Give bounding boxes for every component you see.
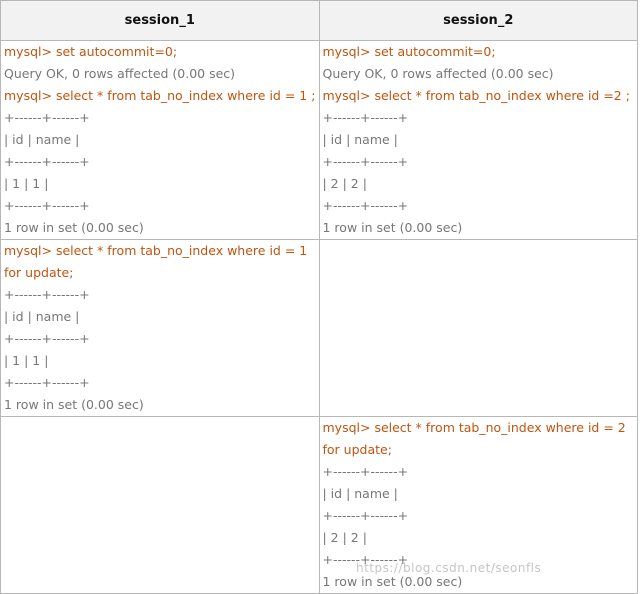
- sql-output-line: +------+------+: [4, 110, 90, 125]
- sql-command-line: mysql> set autocommit=0;: [322, 44, 496, 59]
- sql-output-line: | 2 | 2 |: [322, 530, 367, 545]
- sql-output-line: | id | name |: [4, 132, 80, 147]
- sql-output-line: 1 row in set (0.00 sec): [322, 574, 463, 589]
- sql-output-line: +------+------+: [322, 508, 409, 523]
- header-row: [1, 1, 638, 41]
- sql-output-line: +------+------+: [4, 287, 90, 302]
- sql-output-line: +------+------+: [4, 331, 90, 346]
- sql-output-line: Query OK, 0 rows affected (0.00 sec): [4, 66, 236, 81]
- sql-output-line: +------+------+: [4, 375, 90, 390]
- table-row: [1, 41, 638, 240]
- sql-output-line: +------+------+: [322, 464, 409, 479]
- session-2-cell: [319, 240, 638, 417]
- sql-output-line: +------+------+: [4, 154, 90, 169]
- sql-output-line: | 1 | 1 |: [4, 353, 49, 368]
- sql-output-line: 1 row in set (0.00 sec): [322, 220, 463, 235]
- sql-command-line: for update;: [4, 265, 74, 280]
- session-2-header: session_2: [319, 1, 638, 41]
- session-1-cell: [1, 41, 320, 240]
- sql-output-line: 1 row in set (0.00 sec): [4, 220, 144, 235]
- sql-output-line: | id | name |: [4, 309, 80, 324]
- sql-output-line: Query OK, 0 rows affected (0.00 sec): [322, 66, 554, 81]
- watermark: https://blog.csdn.net/seonfls: [356, 561, 542, 575]
- sql-output-line: +------+------+: [322, 198, 409, 213]
- sql-output-line: | id | name |: [322, 132, 398, 147]
- session-1-cell: [1, 240, 320, 417]
- sql-command-line: mysql> set autocommit=0;: [4, 44, 178, 59]
- sql-output-line: +------+------+: [322, 154, 409, 169]
- sql-output-line: 1 row in set (0.00 sec): [4, 397, 144, 412]
- sql-command-line: mysql> select * from tab_no_index where id = 1: [4, 243, 308, 258]
- sql-command-line: for update;: [322, 442, 392, 457]
- sql-command-line: mysql> select * from tab_no_index where id =2 ;: [322, 88, 630, 103]
- table-row: [1, 240, 638, 417]
- session-1-cell: [1, 417, 320, 594]
- sql-output-line: +------+------+: [322, 110, 409, 125]
- session-2-cell: [319, 41, 638, 240]
- sql-command-line: mysql> select * from tab_no_index where id = 1 ;: [4, 88, 316, 103]
- sql-output-line: +------+------+: [322, 552, 409, 567]
- sql-output-line: | 2 | 2 |: [322, 176, 367, 191]
- sql-command-line: mysql> select * from tab_no_index where id = 2: [322, 420, 626, 435]
- session-1-header: session_1: [1, 1, 320, 41]
- sql-output-line: | id | name |: [322, 486, 398, 501]
- table-row: [1, 417, 638, 594]
- sql-output-line: | 1 | 1 |: [4, 176, 49, 191]
- sql-output-line: +------+------+: [4, 198, 90, 213]
